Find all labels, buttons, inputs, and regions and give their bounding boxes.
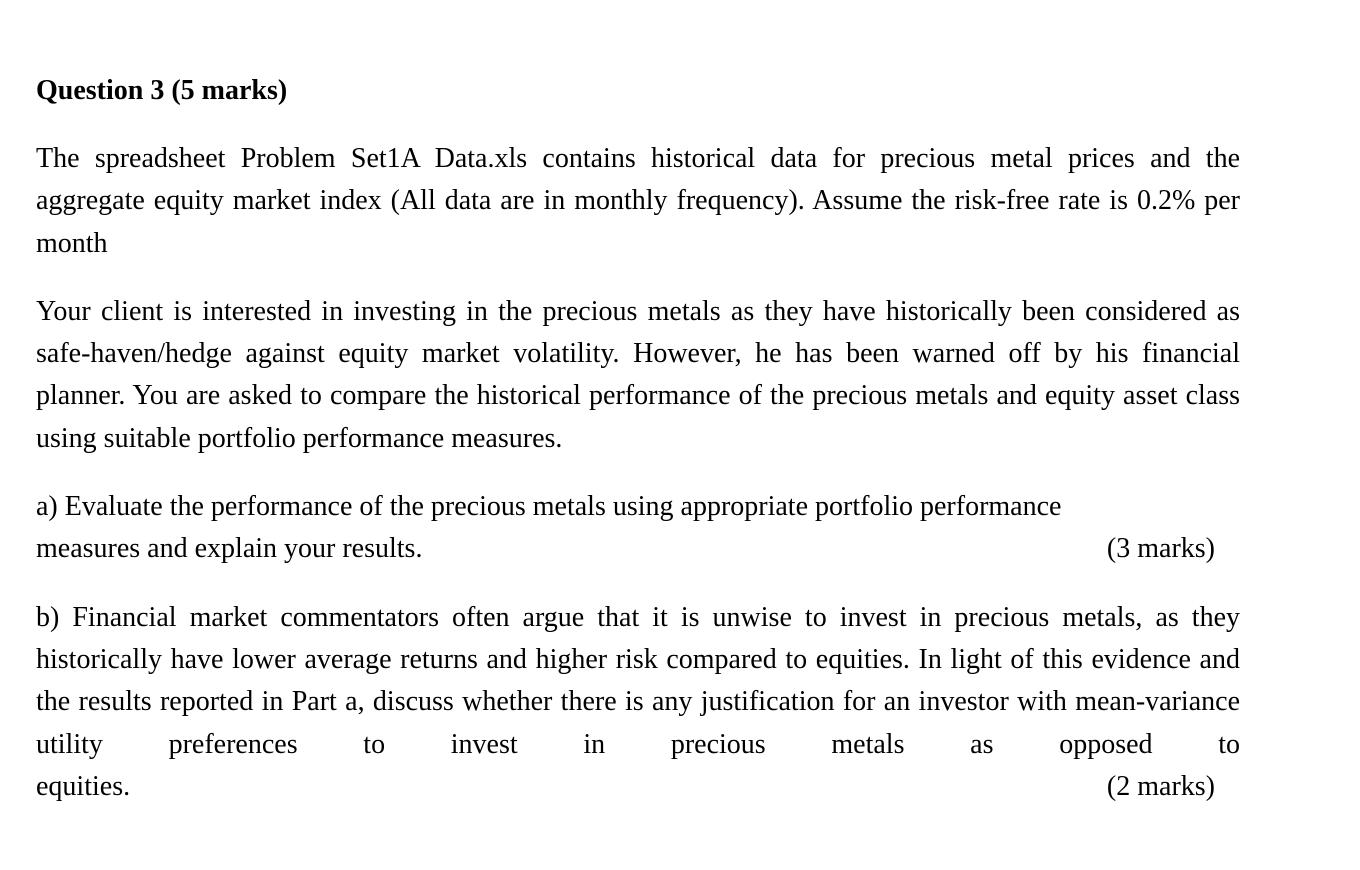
context-paragraph: Your client is interested in investing in the precious metals as they have historically been considered as safe-haven/hedge against equity market volatility. However, he has been warned off by his financial planner. You are asked to compare the historical performance of the precious metals and equity asset class using suitable portfolio performance measures. xyxy=(36,295,1240,454)
part-a-line-2: measures and explain your results. xyxy=(36,533,423,565)
part-b-marks: (2 marks) xyxy=(1106,770,1215,802)
part-b xyxy=(36,597,1240,808)
part-a-marks: (3 marks) xyxy=(1106,533,1215,565)
question-document xyxy=(36,70,1240,834)
part-b-text: b) Financial market commentators often argue that it is unwise to invest in precious metals, as they historically have lower average returns and higher risk compared to equities. In light of this evidence and the results reported in Part a, discuss whether there is any justification for an investor with mean-variance utility preferences to invest in precious metals as opposed to xyxy=(36,601,1240,760)
part-b-last-word: equities. xyxy=(36,770,131,802)
part-a-line-1: a) Evaluate the performance of the precious metals using appropriate portfolio performance xyxy=(36,491,1062,523)
question-title: Question 3 (5 marks) xyxy=(36,75,288,106)
part-b-last-line xyxy=(36,766,1240,808)
part-a xyxy=(36,486,1240,571)
part-a-last-line xyxy=(36,528,1240,570)
intro-paragraph: The spreadsheet Problem Set1A Data.xls contains historical data for precious metal prices and the aggregate equity market index (All data are in monthly frequency). Assume the risk-free rate is 0.2% per month xyxy=(36,143,1240,259)
